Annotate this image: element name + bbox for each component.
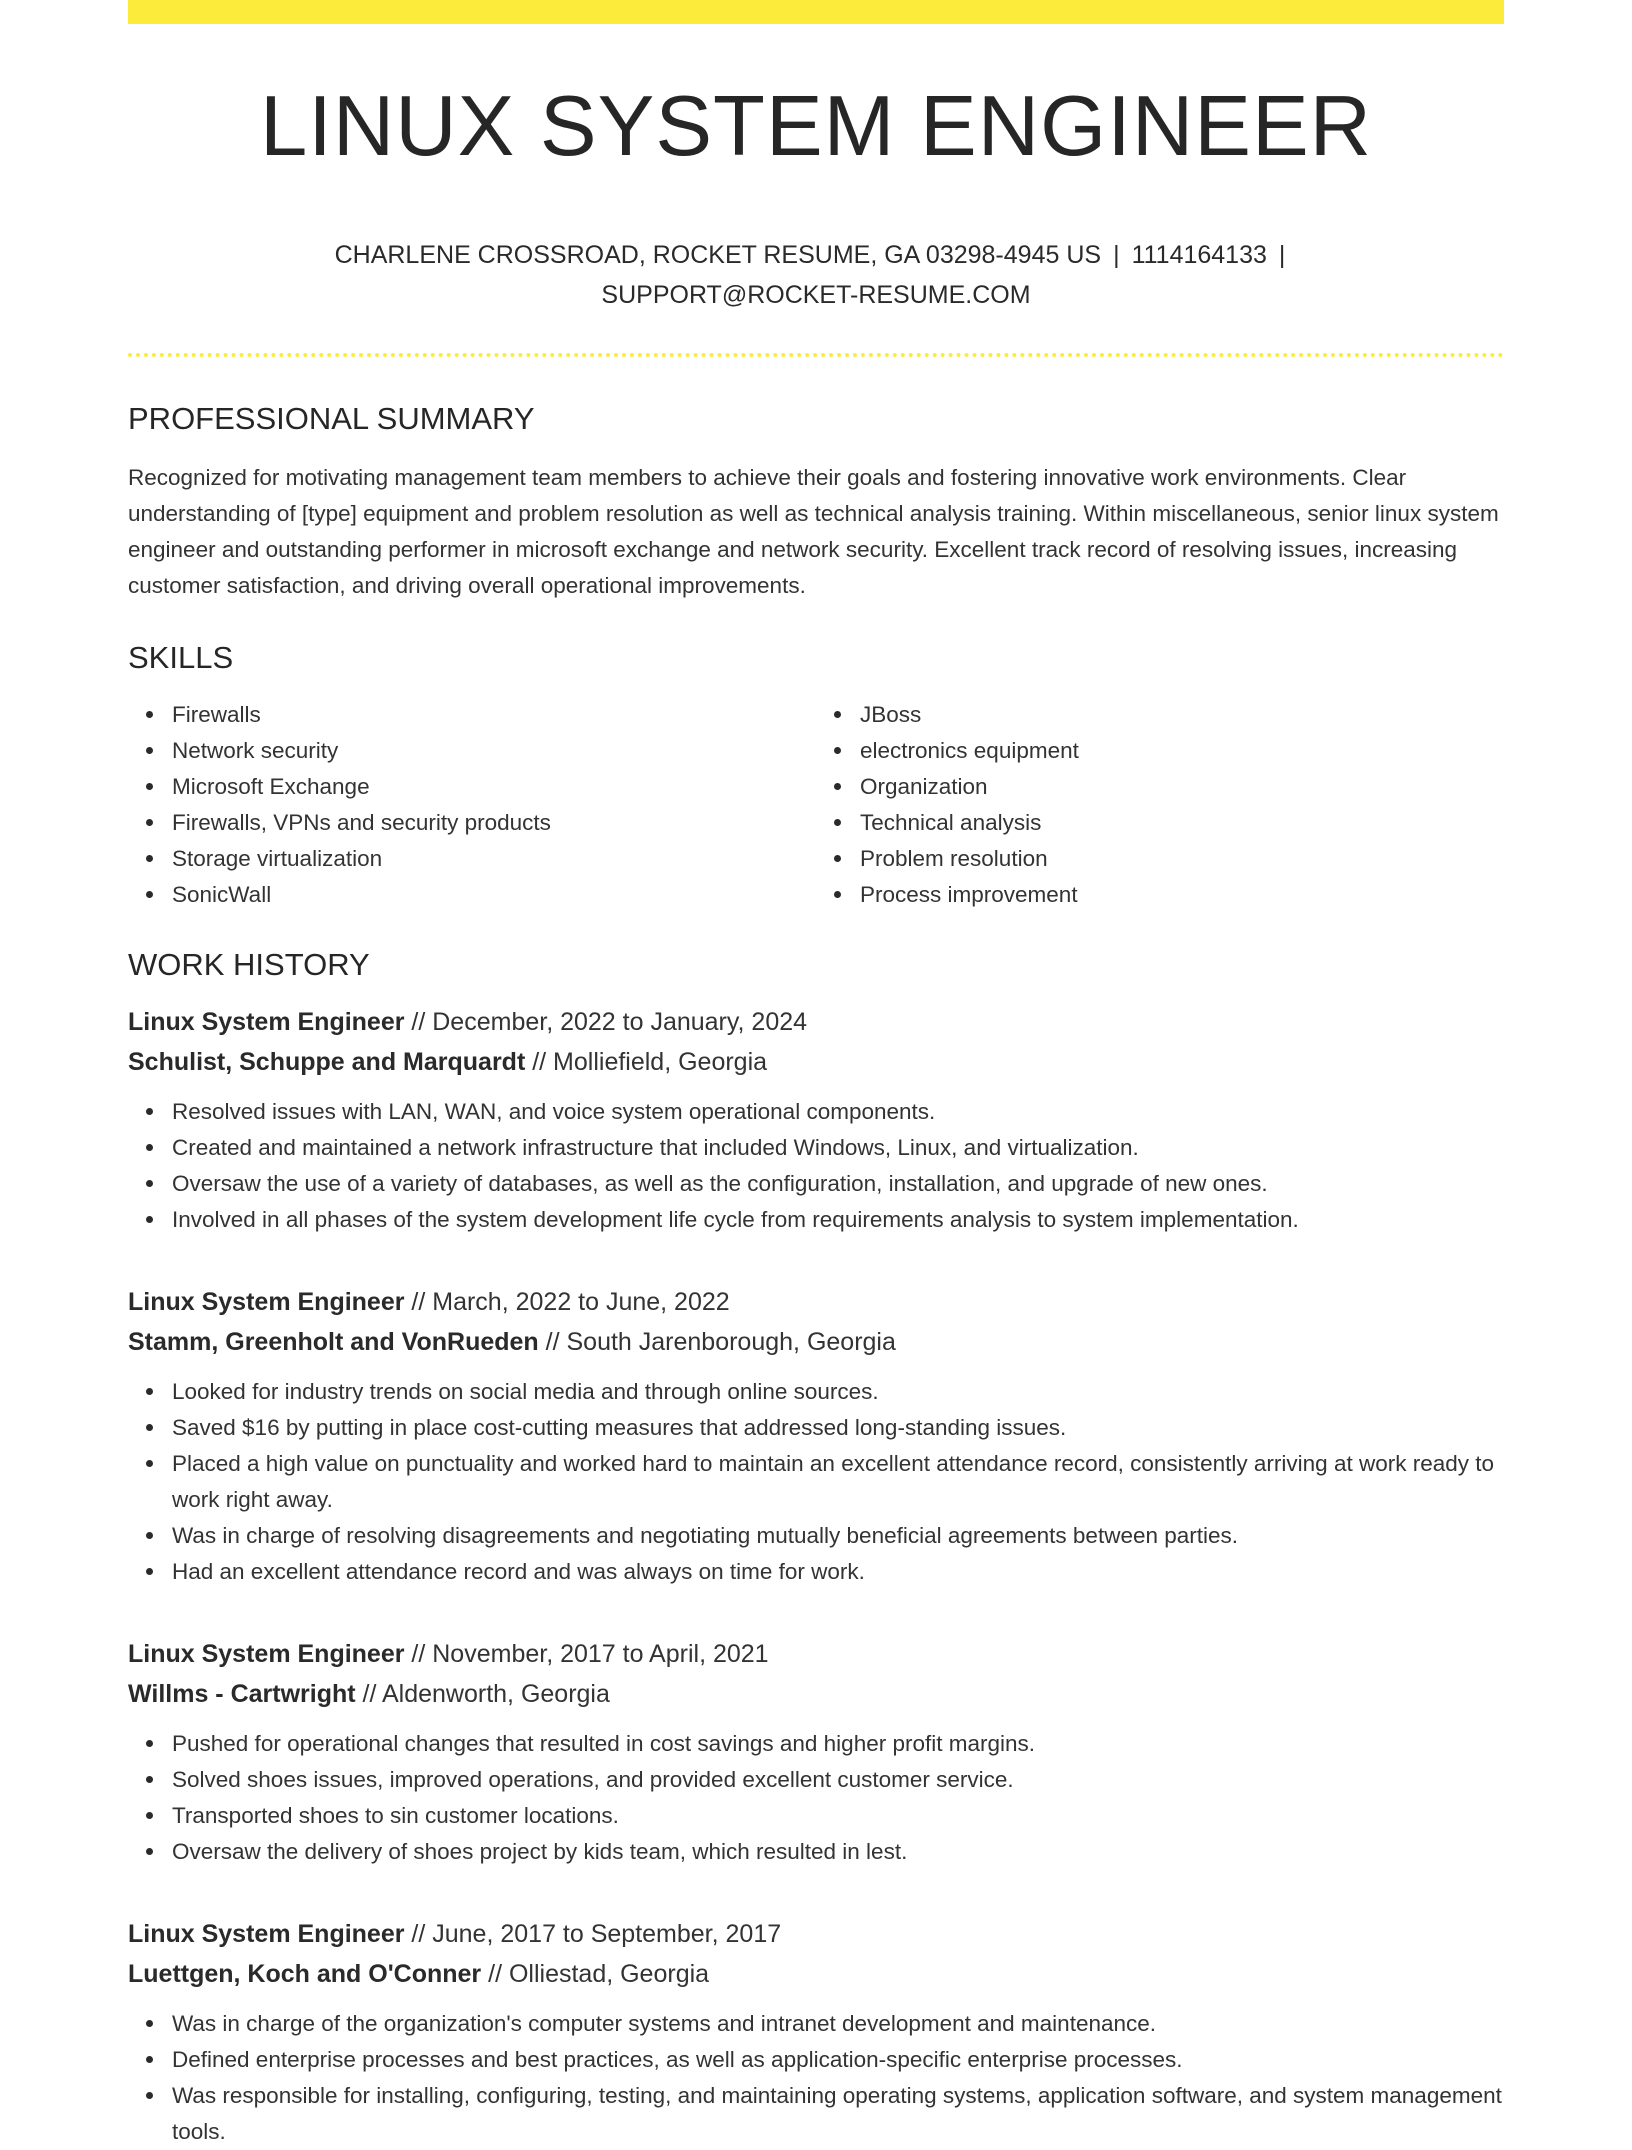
contact-address: CHARLENE CROSSROAD, ROCKET RESUME, GA 03298-4945 US [334, 241, 1102, 269]
resume-page [128, 0, 1504, 2150]
skills-column-right [816, 697, 1504, 913]
skill-item: JBoss [860, 697, 1504, 733]
skill-item: Storage virtualization [172, 841, 816, 877]
skill-item: electronics equipment [860, 733, 1504, 769]
job-title: Linux System Engineer [128, 1640, 405, 1668]
job-title-line [128, 1634, 1504, 1674]
job-company: Willms - Cartwright [128, 1680, 356, 1708]
job-bullet: Was in charge of resolving disagreements and negotiating mutually beneficial agreements between parties. [172, 1518, 1504, 1554]
skills-column-left [128, 697, 816, 913]
job-company-line [128, 1674, 1504, 1714]
contact-email[interactable]: SUPPORT@ROCKET-RESUME.COM [601, 281, 1031, 309]
skill-item: Problem resolution [860, 841, 1504, 877]
contact-info [128, 235, 1504, 315]
job-entry [128, 1634, 1504, 1870]
job-dates: // March, 2022 to June, 2022 [404, 1288, 730, 1316]
job-bullet: Oversaw the delivery of shoes project by kids team, which resulted in lest. [172, 1834, 1504, 1870]
job-company-line [128, 1954, 1504, 1994]
skill-item: Microsoft Exchange [172, 769, 816, 805]
job-bullet: Created and maintained a network infrastructure that included Windows, Linux, and virtualization. [172, 1130, 1504, 1166]
job-title: Linux System Engineer [128, 1920, 405, 1948]
job-location: // South Jarenborough, Georgia [538, 1328, 896, 1356]
job-bullet: Oversaw the use of a variety of databases, as well as the configuration, installation, and upgrade of new ones. [172, 1166, 1504, 1202]
job-bullet: Was responsible for installing, configuring, testing, and maintaining operating systems, application software, and system management tools. [172, 2078, 1504, 2150]
job-bullets [128, 1726, 1504, 1870]
skill-item: Network security [172, 733, 816, 769]
job-dates: // November, 2017 to April, 2021 [404, 1640, 769, 1668]
job-company-line [128, 1042, 1504, 1082]
contact-separator: | [1278, 241, 1286, 269]
job-title-line [128, 1002, 1504, 1042]
job-company: Schulist, Schuppe and Marquardt [128, 1048, 526, 1076]
job-entry [128, 1914, 1504, 2150]
job-company: Luettgen, Koch and O'Conner [128, 1960, 482, 1988]
skills-list [128, 697, 1504, 913]
job-title-line [128, 1282, 1504, 1322]
job-bullet: Resolved issues with LAN, WAN, and voice system operational components. [172, 1094, 1504, 1130]
job-location: // Aldenworth, Georgia [355, 1680, 610, 1708]
job-dates: // December, 2022 to January, 2024 [404, 1008, 808, 1036]
top-accent-bar [128, 0, 1504, 24]
job-bullet: Saved $16 by putting in place cost-cutting measures that addressed long-standing issues. [172, 1410, 1504, 1446]
job-bullets [128, 1094, 1504, 1238]
skill-item: Process improvement [860, 877, 1504, 913]
contact-phone: 1114164133 [1131, 241, 1267, 269]
skill-item: Firewalls, VPNs and security products [172, 805, 816, 841]
dotted-divider [128, 353, 1504, 357]
summary-heading: PROFESSIONAL SUMMARY [128, 401, 535, 436]
job-entry [128, 1282, 1504, 1590]
job-bullet: Looked for industry trends on social media and through online sources. [172, 1374, 1504, 1410]
job-title: Linux System Engineer [128, 1288, 405, 1316]
job-company-line [128, 1322, 1504, 1362]
work-history [128, 1002, 1504, 2150]
skill-item: Technical analysis [860, 805, 1504, 841]
job-bullet: Pushed for operational changes that resulted in cost savings and higher profit margins. [172, 1726, 1504, 1762]
job-bullet: Had an excellent attendance record and was always on time for work. [172, 1554, 1504, 1590]
skill-item: SonicWall [172, 877, 816, 913]
resume-title: LINUX SYSTEM ENGINEER [259, 79, 1373, 174]
job-title: Linux System Engineer [128, 1008, 405, 1036]
job-bullet: Transported shoes to sin customer locations. [172, 1798, 1504, 1834]
contact-separator: | [1113, 241, 1120, 269]
job-bullets [128, 1374, 1504, 1590]
skills-heading: SKILLS [128, 640, 234, 675]
job-location: // Olliestad, Georgia [481, 1960, 710, 1988]
job-bullet: Solved shoes issues, improved operations, and provided excellent customer service. [172, 1762, 1504, 1798]
job-bullet: Was in charge of the organization's computer systems and intranet development and maintenance. [172, 2006, 1504, 2042]
job-dates: // June, 2017 to September, 2017 [404, 1920, 782, 1948]
summary-text: Recognized for motivating management team members to achieve their goals and fostering innovative work environments. Clear understanding of [type] equipment and problem resolution as well as technical analysis training. Within miscellaneous, senior linux system engineer and outstanding performer in microsoft exchange and network security. Excellent track record of resolving issues, increasing customer satisfaction, and driving overall operational improvements. [128, 465, 1499, 598]
job-title-line [128, 1914, 1504, 1954]
job-bullet: Placed a high value on punctuality and worked hard to maintain an excellent attendance record, consistently arriving at work ready to work right away. [172, 1446, 1504, 1518]
job-bullets [128, 2006, 1504, 2150]
work-heading: WORK HISTORY [128, 947, 370, 982]
job-company: Stamm, Greenholt and VonRueden [128, 1328, 539, 1356]
job-bullet: Defined enterprise processes and best practices, as well as application-specific enterprise processes. [172, 2042, 1504, 2078]
skill-item: Firewalls [172, 697, 816, 733]
job-entry [128, 1002, 1504, 1238]
skill-item: Organization [860, 769, 1504, 805]
job-location: // Molliefield, Georgia [525, 1048, 768, 1076]
job-bullet: Involved in all phases of the system development life cycle from requirements analysis to system implementation. [172, 1202, 1504, 1238]
